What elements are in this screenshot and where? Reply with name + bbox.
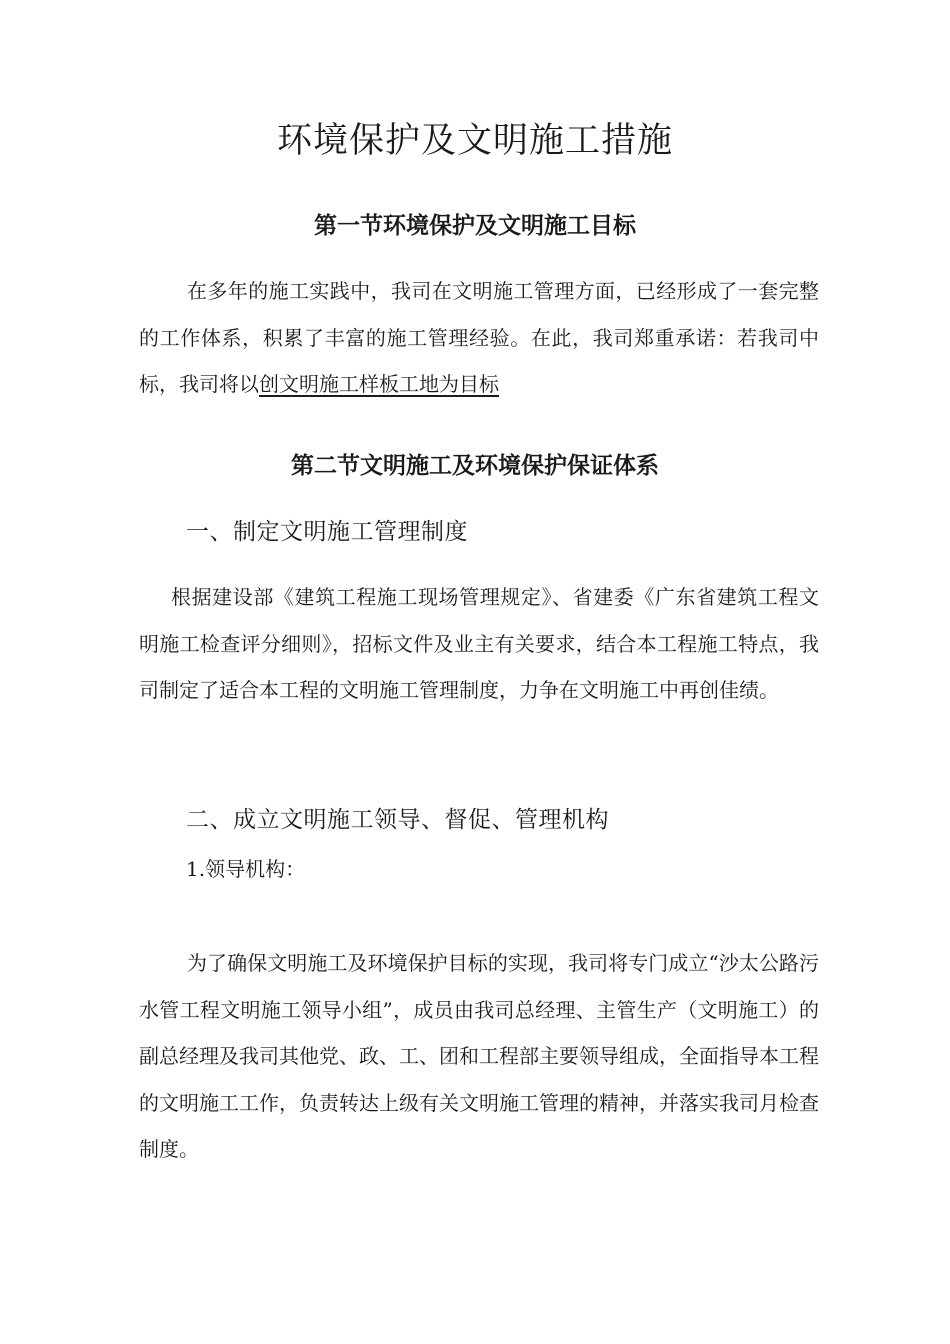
section-1-heading: 第一节环境保护及文明施工目标 — [314, 213, 636, 239]
section-2-heading: 第二节文明施工及环境保护保证体系 — [291, 453, 659, 479]
section-1-underlined-goal: 创文明施工样板工地为目标 — [259, 372, 499, 396]
document-title: 环境保护及文明施工措施 — [276, 121, 673, 161]
subsection-2-paragraph: 为了确保文明施工及环境保护目标的实现，我司将专门成立“沙太公路污水管工程文明施工领导小组”，成员由我司总经理、主管生产（文明施工）的副总经理及我司其他党、政、工、团和工程部主要领导组成，全面指导本工程的文明施工工作，负责转达上级有关文明施工管理的精神，并落实我司月检查制度。 — [139, 951, 819, 1161]
subsection-2-heading: 二、成立文明施工领导、督促、管理机构 — [186, 807, 609, 833]
subsection-1-heading: 一、制定文明施工管理制度 — [186, 519, 468, 545]
section-1-paragraph — [139, 268, 819, 408]
section-1-paragraph-text: 在多年的施工实践中，我司在文明施工管理方面，已经形成了一套完整的工作体系，积累了丰富的施工管理经验。在此，我司郑重承诺：若我司中标，我司将以 — [139, 279, 819, 396]
item-1-label: 1.领导机构： — [186, 857, 306, 881]
subsection-1-paragraph: 根据建设部《建筑工程施工现场管理规定》、省建委《广东省建筑工程文明施工检查评分细则》，招标文件及业主有关要求，结合本工程施工特点，我司制定了适合本工程的文明施工管理制度，力争在文明施工中再创佳绩。 — [139, 585, 819, 702]
